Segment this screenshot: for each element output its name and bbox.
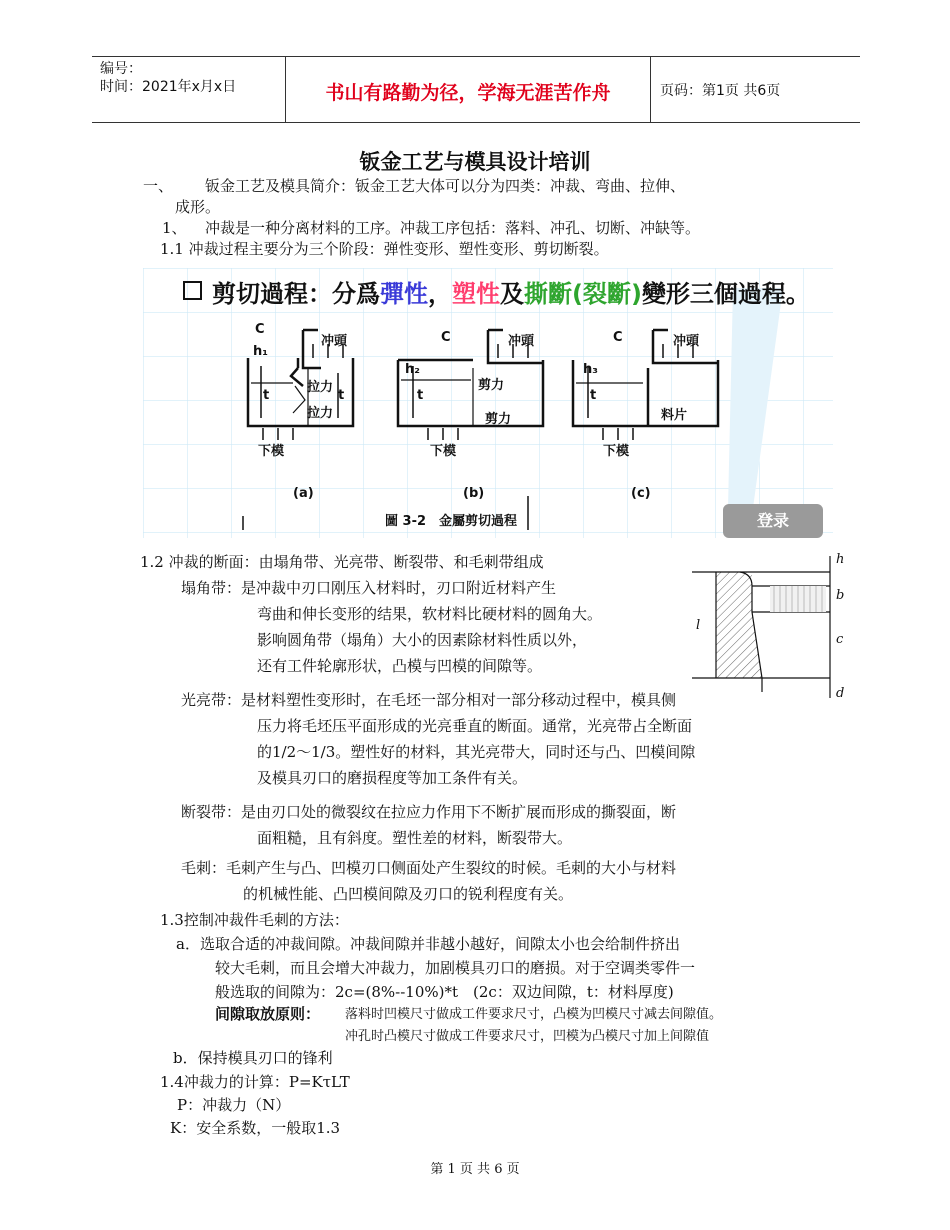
section-label-h: h xyxy=(836,552,845,567)
figure-title-suffix: 變形三個過程。 xyxy=(641,280,810,308)
principle-2: 冲孔时凸模尺寸做成工件要求尺寸，凹模为凸模尺寸加上间隙值 xyxy=(345,1029,710,1044)
duanlie-line-1: 断裂带：是由刃口处的微裂纹在拉应力作用下不断扩展而形成的撕裂面，断 xyxy=(181,803,677,821)
guangliang-line-2: 压力将毛坯压平面形成的光亮垂直的断面。通常，光亮带占全断面 xyxy=(257,717,693,735)
s1-text: 冲裁是一种分离材料的工序。冲裁工序包括：落料、冲孔、切断、冲缺等。 xyxy=(205,219,701,237)
label-punch-c: 冲頭 xyxy=(673,334,700,349)
label-t-a2: t xyxy=(338,388,345,403)
s1-num: 1、 xyxy=(162,219,187,237)
header-bottom-line xyxy=(92,122,860,123)
header-top-line xyxy=(92,56,860,57)
s1-2-text: 1.2 冲裁的断面：由塌角带、光亮带、断裂带、和毛刺带组成 xyxy=(140,553,544,571)
a-line-2: 较大毛刺，而且会增大冲裁力，加剧模具刃口的磨损。对于空调类零件一 xyxy=(215,959,696,977)
document-title: 钣金工艺与模具设计培训 xyxy=(359,150,591,174)
p-definition: P：冲裁力（N） xyxy=(177,1096,291,1114)
label-c-b: C xyxy=(441,330,451,345)
tajiao-line-2: 弯曲和伸长变形的结果，软材料比硬材料的圆角大。 xyxy=(257,605,603,623)
sec1-num: 一、 xyxy=(143,177,174,195)
label-die-c: 下模 xyxy=(603,444,630,459)
label-h2: h₂ xyxy=(405,362,420,377)
sec1-text: 钣金工艺及模具简介：钣金工艺大体可以分为四类：冲裁、弯曲、拉伸、 xyxy=(205,177,686,195)
label-punch-b: 冲頭 xyxy=(508,334,535,349)
figure-title-and: 及 xyxy=(500,280,524,308)
label-die-a: 下模 xyxy=(258,444,285,459)
tajiao-line-4: 还有工件轮廓形状，凸模与凹模的间隙等。 xyxy=(257,657,543,675)
login-button[interactable]: 登录 xyxy=(723,504,823,538)
a-line-3: 般选取的间隙为：2c=(8%--10%)*t (2c：双边间隙，t：材料厚度) xyxy=(215,983,674,1001)
label-sub-c: (c) xyxy=(631,486,651,501)
duanlie-line-2: 面粗糙，且有斜度。塑性差的材料，断裂带大。 xyxy=(257,829,573,847)
guangliang-line-4: 及模具刃口的磨损程度等加工条件有关。 xyxy=(257,769,528,787)
header-divider-1 xyxy=(285,56,286,122)
guangliang-line-3: 的1/2～1/3。塑性好的材料，其光亮带大，同时还与凸、凹模间隙 xyxy=(257,743,696,761)
principle-label: 间隙取放原则： xyxy=(215,1005,321,1023)
label-c-a: C xyxy=(255,322,265,337)
cross-section-diagram xyxy=(690,552,850,702)
figure-title-fracture: 撕斷(裂斷) xyxy=(524,280,642,308)
header-motto: 书山有路勤为径，学海无涯苦作舟 xyxy=(325,82,611,104)
figure-title-plastic: 塑性 xyxy=(452,280,500,308)
figure-caption: 圖 3-2 金屬剪切過程 xyxy=(385,514,518,529)
header-meta xyxy=(100,60,236,96)
k-definition: K：安全系数，一般取1.3 xyxy=(170,1119,341,1137)
section-label-b: b xyxy=(836,588,845,603)
label-punch-a: 冲頭 xyxy=(321,334,348,349)
label-h3: h₃ xyxy=(583,362,598,377)
label-sub-b: (b) xyxy=(463,486,485,501)
section-label-l: l xyxy=(696,618,701,633)
maoci-line-2: 的机械性能、凸凹模间隙及刃口的锐利程度有关。 xyxy=(243,885,574,903)
shearing-diagram xyxy=(143,268,833,538)
label-t-c: t xyxy=(590,388,597,403)
s1-4-text: 1.4冲裁力的计算：P=KτLT xyxy=(160,1073,350,1091)
label-t-a1: t xyxy=(263,388,270,403)
label-shear-1: 剪力 xyxy=(478,378,505,393)
label-shear-2: 剪力 xyxy=(485,412,512,427)
label-tension-2: 拉力 xyxy=(307,406,334,421)
label-blank: 料片 xyxy=(661,408,688,423)
a-line-1: a．选取合适的冲裁间隙。冲裁间隙并非越小越好，间隙太小也会给制件挤出 xyxy=(176,935,680,953)
header-number: 编号： xyxy=(100,61,142,77)
header-page-info: 页码：第1页 共6页 xyxy=(660,83,781,99)
principle-1: 落料时凹模尺寸做成工件要求尺寸，凸模为凹模尺寸减去间隙值。 xyxy=(345,1007,723,1022)
label-h1: h₁ xyxy=(253,344,268,359)
figure-title-prefix: 剪切過程：分爲 xyxy=(212,280,380,308)
header-divider-2 xyxy=(650,56,651,122)
label-die-b: 下模 xyxy=(430,444,457,459)
label-t-b: t xyxy=(417,388,424,403)
figure-title-elastic: 彈性 xyxy=(380,280,428,308)
label-c-c: C xyxy=(613,330,623,345)
shearing-process-figure xyxy=(143,268,833,538)
section-label-d: d xyxy=(836,686,845,701)
tajiao-line-1: 塌角带：是冲裁中刃口刚压入材料时，刃口附近材料产生 xyxy=(181,579,557,597)
sec1-text-2: 成形。 xyxy=(175,198,221,216)
guangliang-line-1: 光亮带：是材料塑性变形时，在毛坯一部分相对一部分移动过程中，模具侧 xyxy=(181,691,677,709)
header-date: 时间：2021年x月x日 xyxy=(100,79,237,95)
maoci-line-1: 毛刺：毛刺产生与凸、凹模刃口侧面处产生裂纹的时候。毛刺的大小与材料 xyxy=(181,859,677,877)
label-sub-a: (a) xyxy=(293,486,314,501)
label-tension-1: 拉力 xyxy=(307,380,334,395)
tajiao-line-3: 影响圆角带（塌角）大小的因素除材料性质以外， xyxy=(257,631,588,649)
b-line: b．保持模具刃口的锋利 xyxy=(173,1049,333,1067)
s1-3-text: 1.3控制冲裁件毛刺的方法： xyxy=(160,911,349,929)
figure-title-sep: ， xyxy=(428,280,452,308)
s1-1-text: 1.1 冲裁过程主要分为三个阶段：弹性变形、塑性变形、剪切断裂。 xyxy=(160,240,609,258)
page-footer: 第 1 页 共 6 页 xyxy=(430,1162,520,1177)
section-label-c: c xyxy=(836,632,844,647)
